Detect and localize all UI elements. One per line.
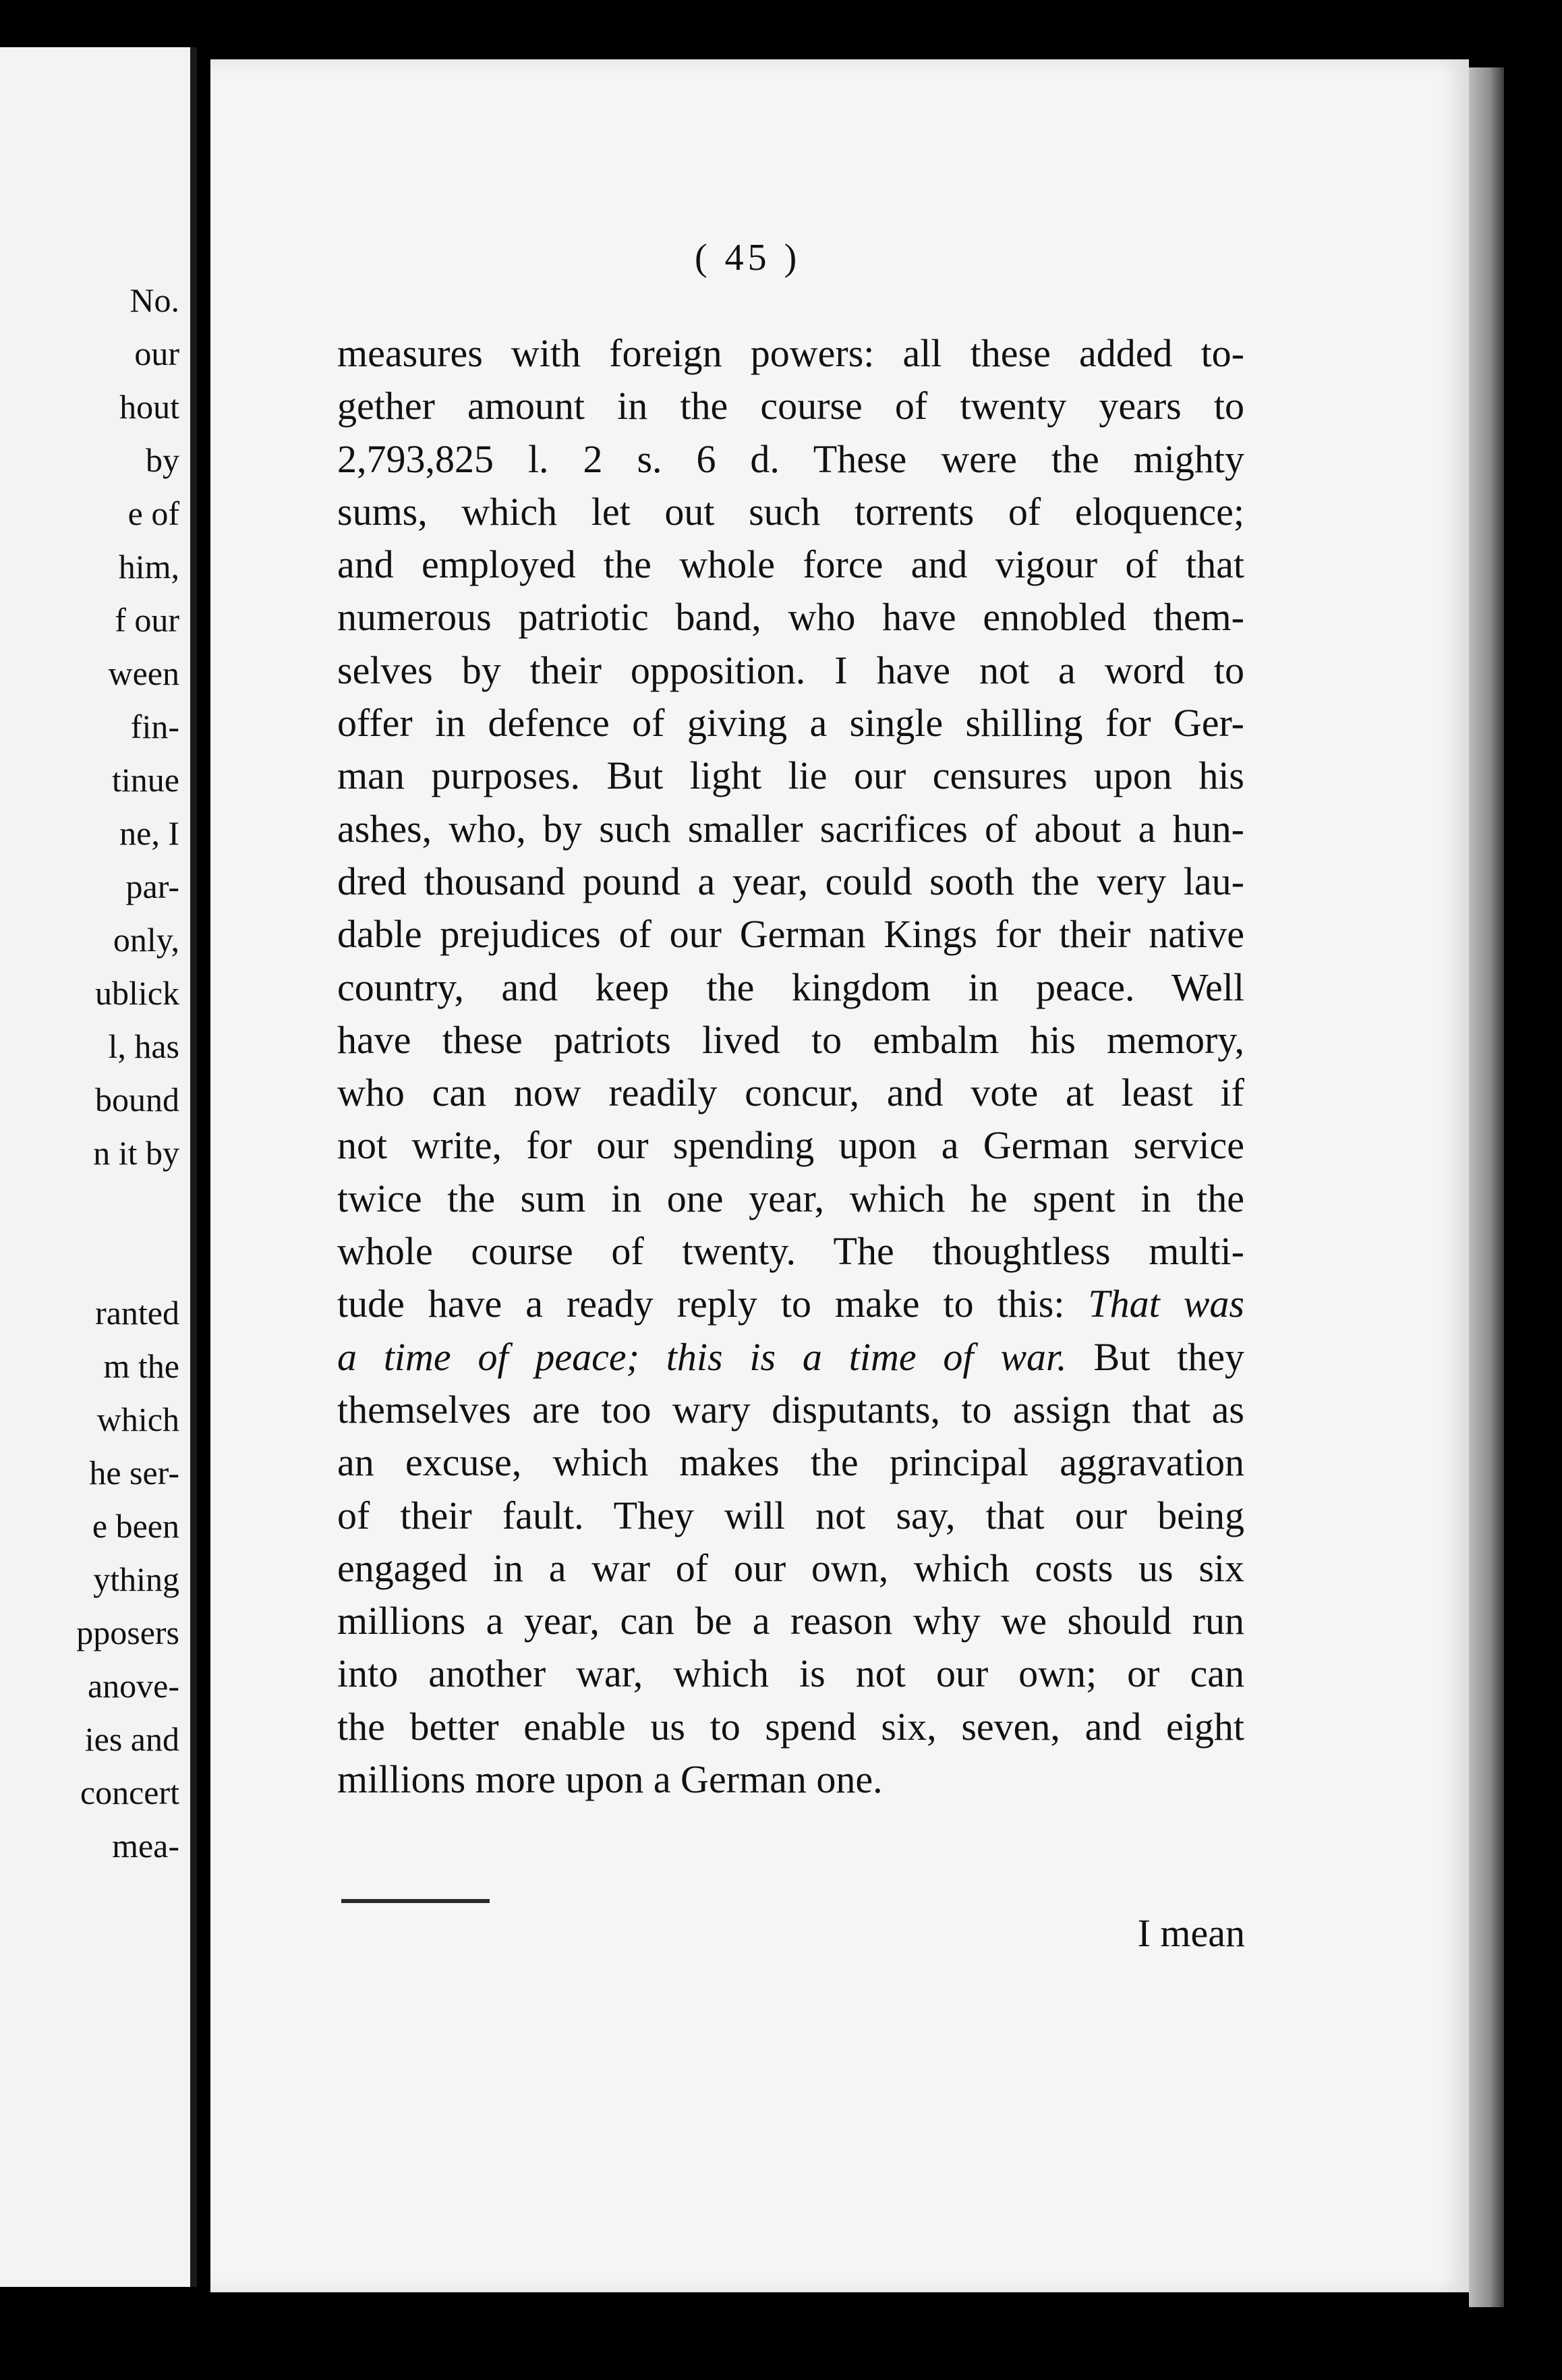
line-text: the better enable us to spend six, seven, and eight <box>337 1704 1244 1749</box>
italic-text: That was <box>1088 1282 1244 1326</box>
text-line <box>337 327 1244 380</box>
left-page-fragment: ween <box>108 654 179 692</box>
left-page-fragment: mea- <box>112 1827 179 1865</box>
catchword: I mean <box>1137 1911 1245 1955</box>
text-line <box>337 1067 1244 1119</box>
left-page-fragment: only, <box>113 921 179 959</box>
text-line <box>337 1647 1244 1700</box>
left-page-fragment: anove- <box>87 1667 179 1705</box>
text-line <box>337 1436 1244 1489</box>
left-page-fragment: bound <box>95 1081 179 1118</box>
left-page-fragment: l, has <box>108 1027 179 1065</box>
left-page-fragment: by <box>146 441 179 479</box>
text-line <box>337 1384 1244 1436</box>
left-page-fragment: e of <box>127 494 179 532</box>
line-text: measures with foreign powers: all these added to- <box>337 331 1244 375</box>
text-line <box>337 1595 1244 1647</box>
line-text: twice the sum in one year, which he spent in the <box>337 1176 1244 1220</box>
line-text: dable prejudices of our German Kings for their native <box>337 912 1244 957</box>
left-page-fragment: concert <box>80 1774 179 1811</box>
line-text: have these patriots lived to embalm his memory, <box>337 1017 1244 1062</box>
text-line <box>337 591 1244 644</box>
left-page-fragment: par- <box>125 868 179 905</box>
text-line <box>337 1753 1244 1806</box>
line-text: themselves are too wary disputants, to assign that as <box>337 1387 1244 1432</box>
line-text: selves by their opposition. I have not a word to <box>337 648 1244 692</box>
line-text: into another war, which is not our own; or can <box>337 1651 1244 1696</box>
left-page-fragment: ranted <box>95 1294 179 1332</box>
text-line <box>337 486 1244 538</box>
text-line <box>337 697 1244 749</box>
left-page-fragment: e been <box>92 1507 179 1545</box>
left-page-fragment: ies and <box>84 1720 179 1758</box>
line-text: country, and keep the kingdom in peace. Well <box>337 965 1244 1009</box>
italic-text: a time of peace; this is a time of war. <box>337 1334 1067 1379</box>
left-page-fragment: ublick <box>95 974 179 1012</box>
left-page-fragment: our <box>134 335 179 372</box>
line-text: engaged in a war of our own, which costs us six <box>337 1546 1244 1590</box>
left-page-fragment: pposers <box>76 1614 179 1651</box>
left-page-fragment: n it by <box>93 1134 179 1172</box>
line-text: and employed the whole force and vigour of that <box>337 542 1244 587</box>
text-line <box>337 961 1244 1014</box>
line-text: an excuse, which makes the principal aggravation <box>337 1440 1244 1485</box>
text-line <box>337 1331 1244 1384</box>
line-text: dred thousand pound a year, could sooth the very lau- <box>337 859 1244 903</box>
left-page-fragment: ne, I <box>119 814 179 852</box>
text-line <box>337 644 1244 697</box>
line-text: But they <box>1093 1334 1244 1379</box>
line-text: sums, which let out such torrents of eloquence; <box>337 489 1244 534</box>
text-line <box>337 1490 1244 1542</box>
left-page-fragment: he ser- <box>89 1454 179 1492</box>
text-line <box>337 855 1244 908</box>
text-line <box>337 908 1244 961</box>
line-text: who can now readily concur, and vote at least if <box>337 1071 1244 1115</box>
text-line <box>337 1172 1244 1225</box>
text-line <box>337 803 1244 855</box>
text-line <box>337 1225 1244 1278</box>
left-page-fragment: m the <box>103 1347 179 1385</box>
line-text: ashes, who, by such smaller sacrifices of about a hun- <box>337 806 1244 851</box>
left-page-fragment: fin- <box>130 708 179 745</box>
line-text: numerous patriotic band, who have ennobled them- <box>337 595 1244 640</box>
left-page-fragment: which <box>96 1400 179 1438</box>
left-page-fragment: tinue <box>112 761 179 799</box>
text-line <box>337 538 1244 591</box>
line-text: of their fault. They will not say, that our being <box>337 1493 1244 1537</box>
line-text: man purposes. But light lie our censures upon his <box>337 754 1244 798</box>
line-text: offer in defence of giving a single shilling for Ger- <box>337 701 1244 745</box>
facing-left-page <box>0 47 197 2287</box>
text-line <box>337 380 1244 432</box>
text-line <box>337 433 1244 486</box>
line-text: millions more upon a German one. <box>337 1757 883 1802</box>
body-text <box>337 327 1244 1806</box>
left-page-fragment: him, <box>118 548 179 586</box>
left-page-fragment: f our <box>115 601 179 639</box>
line-text: gether amount in the course of twenty years to <box>337 384 1244 428</box>
page-number: ( 45 ) <box>695 237 801 279</box>
text-line <box>337 1701 1244 1753</box>
line-text: 2,793,825 l. 2 s. 6 d. These were the mighty <box>337 436 1244 481</box>
text-line <box>337 1014 1244 1067</box>
page-edge-shadow <box>1469 67 1504 2307</box>
left-page-fragment: hout <box>119 388 179 426</box>
text-line <box>337 1278 1244 1330</box>
line-text: millions a year, can be a reason why we should run <box>337 1599 1244 1643</box>
footnote-rule <box>341 1899 490 1903</box>
text-line <box>337 1119 1244 1172</box>
line-text: whole course of twenty. The thoughtless multi- <box>337 1229 1244 1274</box>
text-line <box>337 1542 1244 1595</box>
line-text: not write, for our spending upon a German service <box>337 1123 1244 1168</box>
left-page-fragment: No. <box>129 281 179 319</box>
text-line <box>337 749 1244 802</box>
left-page-fragment: ything <box>93 1560 179 1598</box>
line-text: tude have a ready reply to make to this: <box>337 1282 1065 1326</box>
